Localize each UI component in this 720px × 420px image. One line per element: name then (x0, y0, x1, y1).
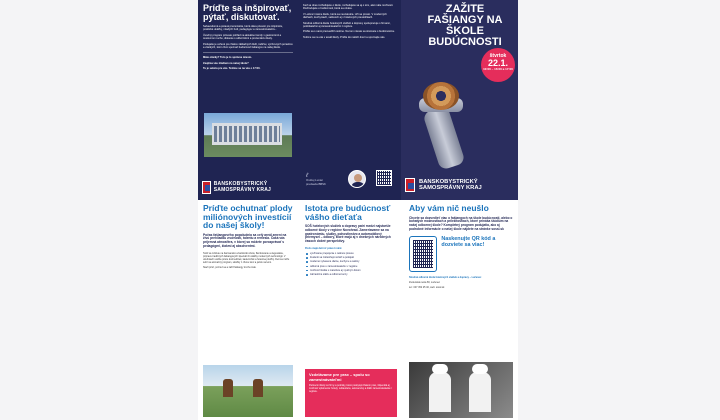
paragraph: V Lučenci máme školu, ktorá sa neuzatvára. Učí sa prosto. V moderných dielňach, kuchyniach, salónoch aj v hotelových prevádzkach. (303, 12, 387, 20)
robot-arm-donut-image (409, 62, 479, 172)
crest-icon (202, 181, 211, 194)
chefs-photo (409, 362, 513, 418)
column-future (301, 200, 401, 420)
paragraph: Tešíme sa na vás v areáli školy. Príďte do našich dverí a spoznajte nás. (303, 35, 386, 39)
list-title: Prečo majú deti ísť práve k nám: (305, 246, 343, 250)
column-title: Príďte ochutnať plody miliónových investícií do našej školy! (203, 203, 293, 230)
panel-cover (401, 0, 518, 200)
body-text: Stačí prísť, pozrieť sa a zažiť fašiangy trochu inak. (203, 266, 257, 270)
address-school: Stredná odborná škola hotelových služieb a dopravy – Lučenec (409, 275, 482, 279)
question-text: Tu je sekcia pre vás. Tešíme sa na vás o 17:00. (203, 67, 261, 71)
column-title: Istota pre budúcnosť vášho dieťaťa (305, 203, 391, 222)
logo-text: BANSKOBYSTRICKÝ SAMOSPRÁVNY KRAJ (419, 178, 482, 191)
paragraph: Keď sa dnes rozhodujete o škole, rozhodujete sa aj o tom, aké máte možnosti. Rozhodujete o budúcnosti, ktorá sa otvára. (303, 4, 394, 11)
signer-name: Ondrej Lunter (306, 178, 324, 183)
panel-top-middle (298, 0, 401, 200)
panel-top-left (198, 0, 298, 200)
address-contact[interactable]: tel.: 047 452 25 40, web: sossl.sk (409, 285, 445, 289)
lead-text: Počas fašiangového popoludnia sa celý areál zmení na živú prehliadku zručností, talentu a remesla. Čaká vás príjemná atmosféra, v ktorej sa môžete porozprávať s pedagógmi, žiakmi aj absolventmi. (203, 232, 287, 248)
horse-riding-photo (203, 365, 293, 417)
brochure-page (198, 0, 518, 420)
signature-mark: ℓ (306, 173, 308, 180)
question-text: Zaujíma vás štúdium na našej škole? (203, 61, 249, 65)
date-day: štvrtok (489, 53, 507, 59)
practice-callout (305, 369, 397, 417)
donut-icon (423, 82, 459, 110)
signer-role: predseda BBSK (306, 181, 326, 186)
date-value: 22.1. (487, 58, 509, 68)
list-item: možnosť štúdia s maturitou aj výučným listom (305, 269, 397, 272)
list-item: zahraničné stáže a odborné kurzy (305, 273, 397, 276)
paragraph: Sebavedomá a pútavá prezentácia, ktorá dáva priestor pre inšpiráciu, praktické ukážky, mladých ľudí, pedagógov a zamestnávateľov... (203, 25, 283, 32)
panel-title: Príďte sa inšpirovať, pýtať, diskutovať. (203, 3, 292, 22)
bbsk-logo (202, 181, 298, 194)
list-item: moderné vybavené dielne, kuchyne a salóny (305, 260, 397, 263)
address-street: Zvolenská cesta 83, Lučenec (409, 280, 440, 284)
list-item: študenti sa zúčastňujú súťaží a podujatí (305, 256, 397, 259)
lead-text: SOŠ hotelových služieb a dopravy patrí medzi najstaršie odborné školy v regióne Novohrad. Zameriavame sa na gastronómiu, služby, pohostinstvo a automobilový priemysel – odbory, ktoré majú aj v dnešných náročných časoch dobré perspektívy. (305, 224, 391, 244)
qr-row (409, 236, 513, 272)
bbsk-logo (405, 178, 518, 192)
question-text: Máte otázky? Toto je to správne miesto. (203, 56, 252, 60)
column-title: Aby vám nič neušlo (409, 203, 489, 213)
signer-portrait (348, 170, 366, 188)
crest-icon (405, 178, 415, 192)
column-info (404, 200, 518, 420)
divider (203, 52, 293, 53)
body-text: Tešiť sa môžete na barmanskú a baristickú show, flambovanie a degustácie, prípravu tradičných fašiangových špecialít či ukážky moderných technológií. V učebniach uvidíte prácu kozmetičiek, kaderníčok a hotelovej služby. Deti sa môžu tešiť na animačný program, ukážky z chovu koní a jazdu na koni. (203, 251, 290, 264)
list-item: odborná prax u zamestnávateľov v regióne (305, 265, 397, 268)
column-investments (198, 200, 298, 420)
callout-body: Partnermi školy sú firmy a podniky, ktoré poskytujú žiakom prax, štipendiá aj možnosť uplatnenia: hotely, reštaurácie, autoservisy a ďalší zamestnávatelia z regiónu. (309, 384, 392, 394)
callout-title: Vzdelávame pre prax – spolu so zamestnávateľmi (309, 372, 370, 382)
logo-text: BANSKOBYSTRICKÝ SAMOSPRÁVNY KRAJ (213, 181, 272, 193)
qr-caption: Naskenujte QR kód a dozviete sa viac! (441, 235, 496, 248)
list-item: využívame prepojenie s reálnou praxou (305, 252, 397, 255)
paragraph: Príďte sa s nami presvedčiť osobne. Na tom mieste sa stretnete s budúcnosťou. (303, 30, 395, 34)
qr-code-small[interactable] (376, 170, 392, 186)
paragraph: Úvodný program prinesie pohľad na aktuálne trendy v gastronómii a cestovnom ruchu, diskusie s odborníkmi a prezentáciu školy. (203, 33, 282, 41)
date-badge (481, 48, 515, 82)
paragraph: Stredná odborná škola hotelových služieb a dopravy spolupracuje s firmami, podnikateľmi aj zamestnávateľmi z regiónu. (303, 21, 391, 29)
lead-text: Chcete sa dozvedieť viac o fašiangoch na škole budúcnosti, alebo o bohatých možnostiach a príležitostiach, ktoré prináša štúdium na našej odbornej škole? Kompletný program podujatia, ako aj podrobné informácie o našej škole nájdete na stránke sossl.sk (409, 215, 513, 231)
qr-code[interactable] (409, 236, 437, 272)
date-time: 10:00 – 16:00 a 17:00 (483, 67, 513, 71)
cover-title: ZAŽITE FAŠIANGY NA ŠKOLE BUDÚCNOSTI (427, 3, 503, 48)
paragraph: Podujatie je určené pre žiakov základných škôl, rodičov, výchovných poradcov a všetkých, ktorí chcú spoznať budúcnosť fašiangov na našej škole. (203, 42, 293, 50)
school-building-photo (204, 113, 292, 157)
signature-block (306, 173, 326, 186)
